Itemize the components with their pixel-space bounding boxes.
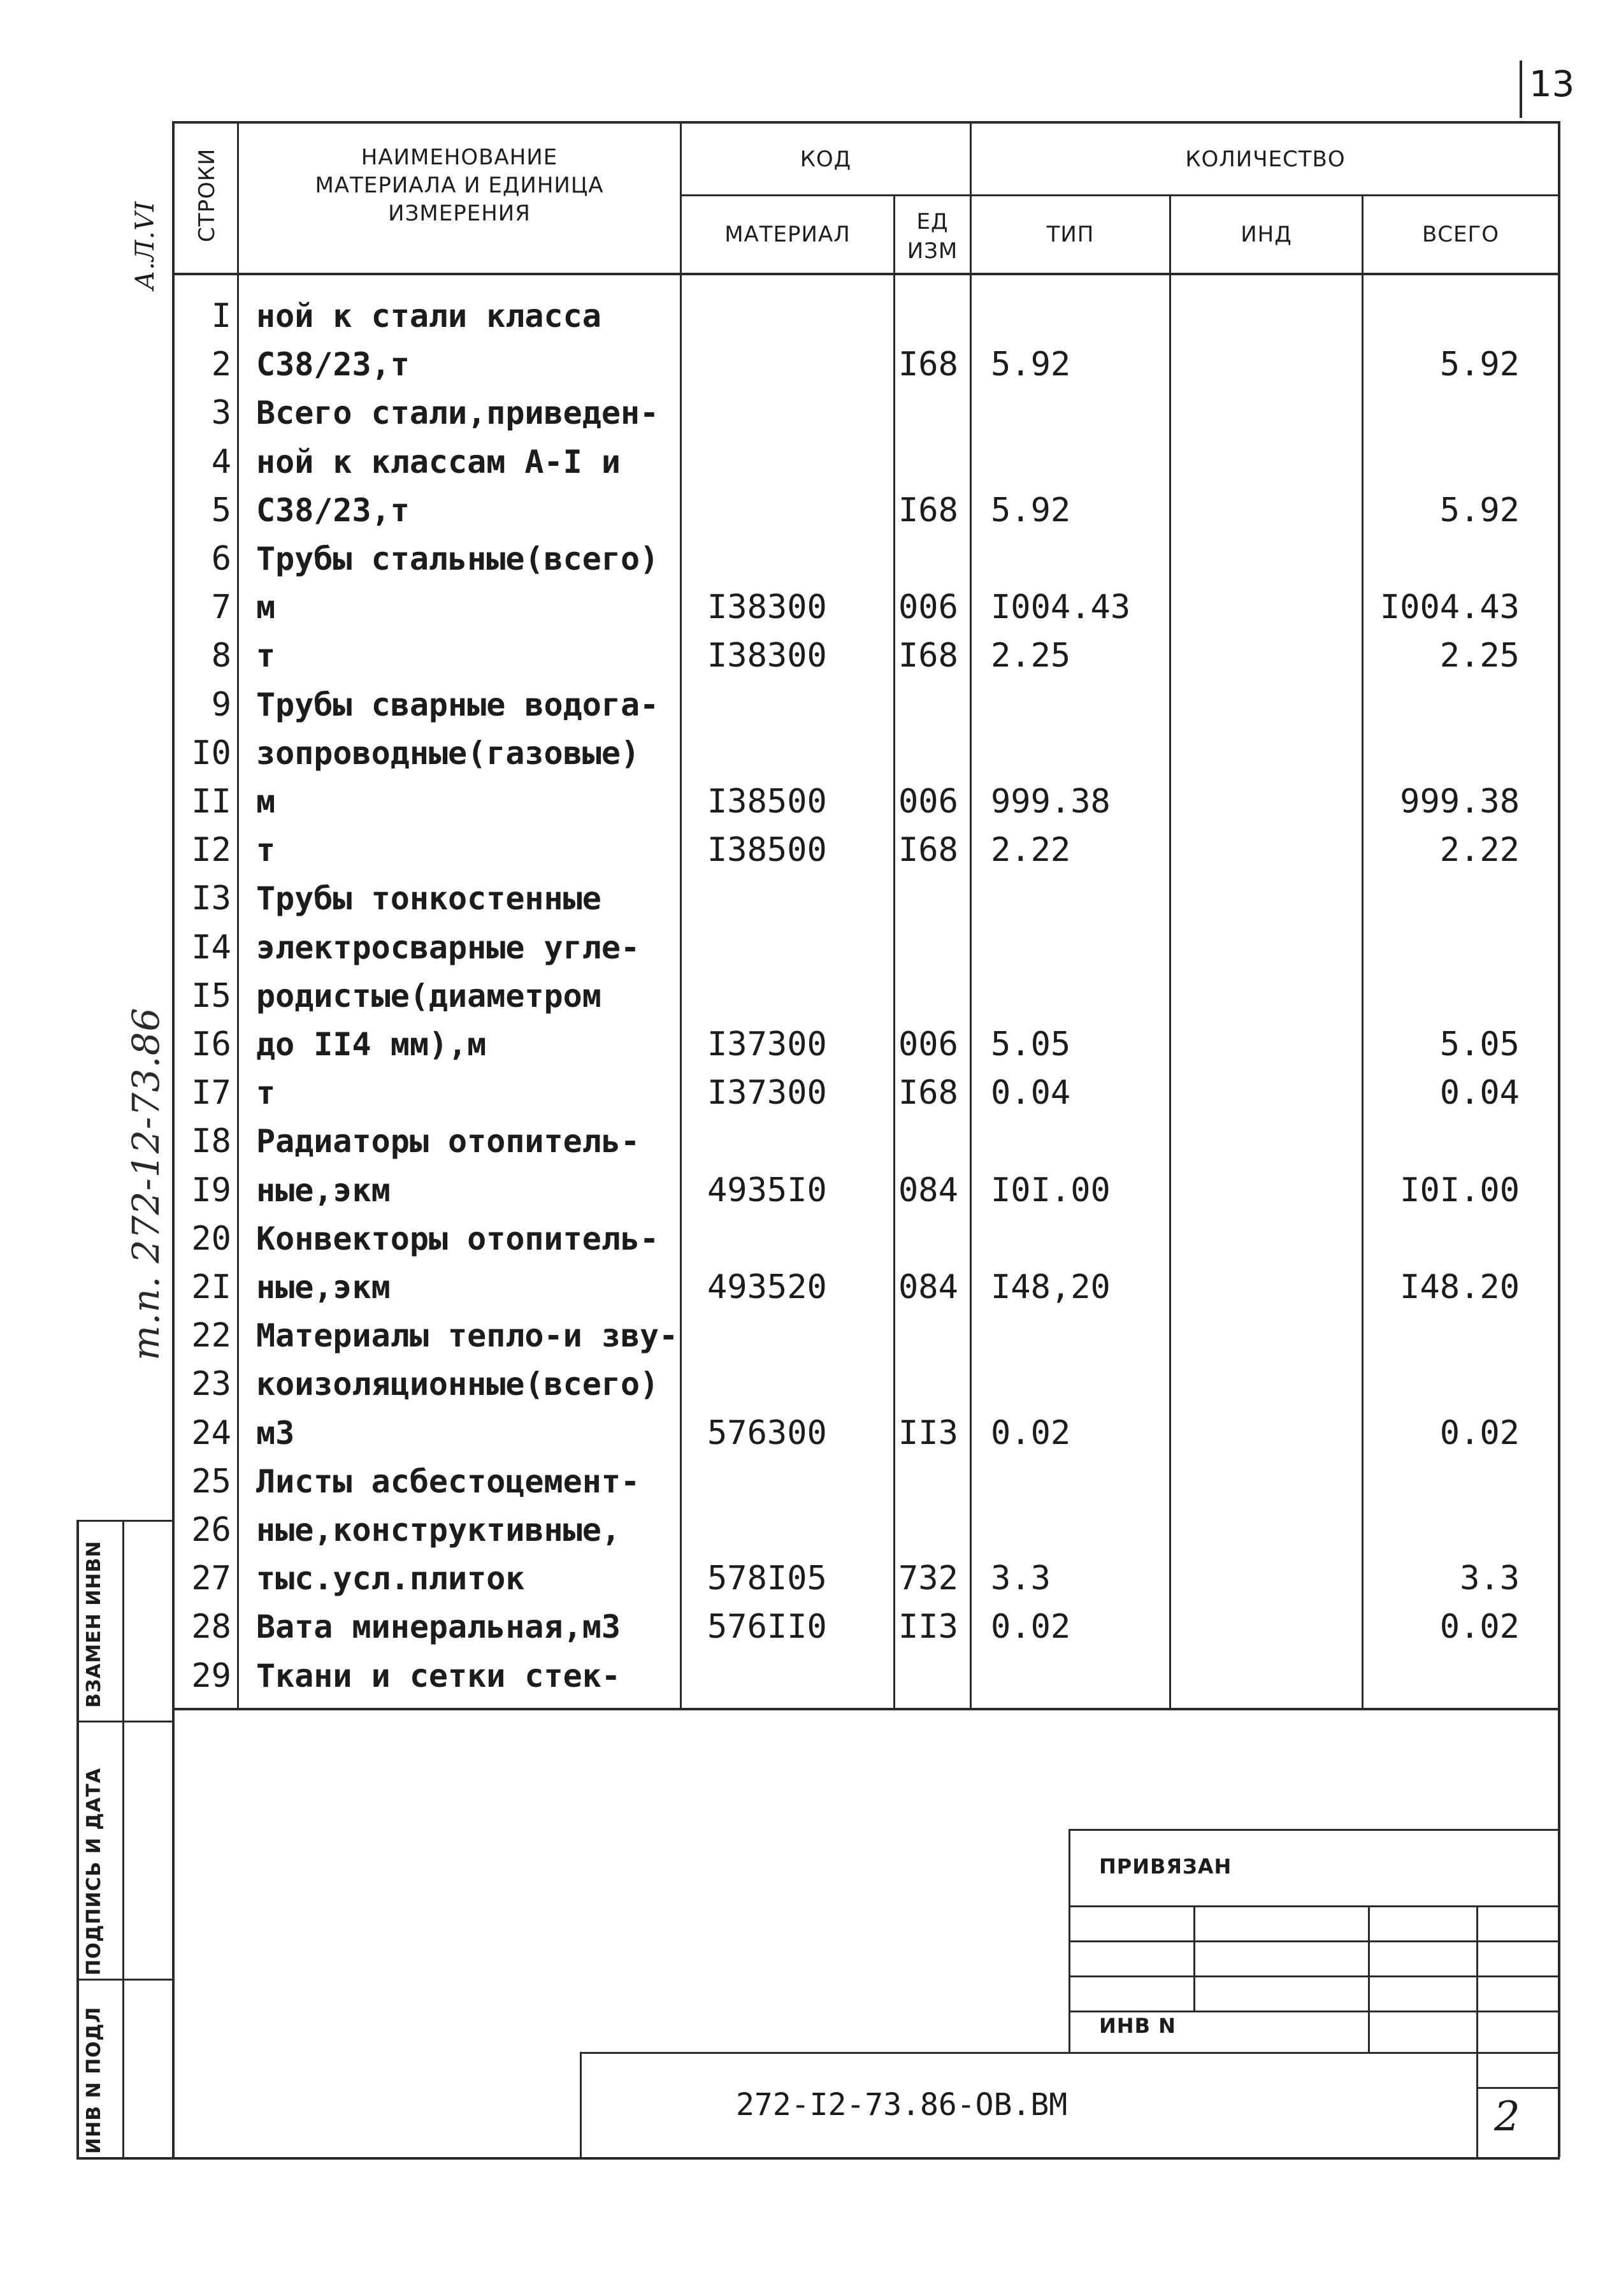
row-name: т [256,637,276,675]
row-total-qty: 0.02 [1439,1608,1520,1647]
row-name: Радиаторы отопитель- [256,1123,640,1160]
row-name: Всего стали,приведен- [256,394,659,432]
row-total-qty: I48.20 [1400,1268,1520,1306]
row-name: Трубы сварные водога- [256,686,659,723]
row-number: I2 [191,831,231,870]
row-name: м3 [256,1414,295,1452]
row-unit-code [898,973,968,1019]
row-name: зопроводные(газовые) [256,734,640,772]
row-unit-code [898,1118,968,1164]
row-type-qty: 0.02 [991,1608,1071,1647]
header-unit-line1: ЕД [916,209,949,235]
row-material-code [707,925,854,971]
row-unit-code [898,730,968,776]
row-unit-code: II3 [898,1608,958,1647]
row-material-code [707,1459,854,1505]
row-unit-code [898,876,968,921]
row-type-qty [991,390,1150,436]
row-total-qty: 0.04 [1439,1074,1520,1113]
row-total-qty: 5.92 [1439,491,1520,530]
row-type-qty [991,925,1150,971]
row-unit-code: 006 [898,588,958,627]
row-number: I0 [191,733,231,772]
row-material-code: 578I05 [707,1559,827,1598]
row-number: 24 [191,1413,231,1452]
row-material-code: I37300 [707,1025,827,1064]
row-number: II [191,783,231,821]
row-number: 7 [211,588,231,627]
stamp-bound-label: ПРИВЯЗАН [1099,1854,1232,1879]
row-name: тыс.усл.плиток [256,1560,525,1598]
row-name: м [256,589,276,626]
row-total-qty: 2.22 [1439,831,1520,870]
row-type-qty [991,1507,1150,1553]
row-unit-code: 006 [898,1025,958,1064]
row-unit-code [898,1361,968,1407]
row-total-qty [1367,925,1520,971]
row-material-code [707,1653,854,1699]
row-number: 6 [211,540,231,578]
row-name: коизоляционные(всего) [256,1366,659,1403]
row-total-qty [1367,390,1520,436]
row-material-code [707,293,854,339]
row-type-qty [991,1459,1150,1505]
row-material-code [707,730,854,776]
row-number: I6 [191,1025,231,1064]
row-name: ной к классам А-I и [256,443,621,480]
document-code: 272-I2-73.86-ОВ.ВМ [736,2087,1068,2123]
row-total-qty: 5.92 [1439,345,1520,384]
row-unit-code: I68 [898,831,958,870]
row-total-qty [1367,876,1520,921]
row-name: Листы асбестоцемент- [256,1462,640,1500]
row-unit-code: I68 [898,637,958,675]
row-type-qty [991,536,1150,582]
row-unit-code: 084 [898,1268,958,1306]
row-total-qty [1367,1507,1520,1553]
inv-orig-label: ИНВ N ПОДЛ [83,2006,105,2154]
row-type-qty [991,1216,1150,1262]
row-name: т [256,1074,276,1112]
row-name: родистые(диаметром [256,977,601,1014]
row-type-qty: I004.43 [991,588,1131,627]
row-material-code: 576II0 [707,1608,827,1647]
row-number: 5 [211,491,231,530]
row-name: Трубы стальные(всего) [256,540,659,577]
row-material-code [707,342,854,387]
row-number: 22 [191,1317,231,1355]
row-total-qty: I0I.00 [1400,1171,1520,1209]
header-material: МАТЕРИАЛ [724,222,851,247]
row-material-code [707,876,854,921]
row-material-code [707,439,854,485]
row-type-qty: 2.25 [991,637,1071,675]
row-unit-code [898,536,968,582]
page-number-divider [1520,61,1522,118]
header-rows: СТРОКИ [194,148,220,242]
row-name: ные,экм [256,1171,391,1209]
header-name-line2: МАТЕРИАЛА И ЕДИНИЦА [315,173,604,198]
row-unit-code: 084 [898,1171,958,1209]
row-unit-code: II3 [898,1413,958,1452]
row-type-qty: 0.04 [991,1074,1071,1113]
row-material-code [707,390,854,436]
row-unit-code: I68 [898,345,958,384]
row-type-qty: 2.22 [991,831,1071,870]
row-material-code [707,1361,854,1407]
row-material-code: 4935I0 [707,1171,827,1209]
row-name: Конвекторы отопитель- [256,1220,659,1257]
row-type-qty: 5.92 [991,345,1071,384]
row-type-qty [991,1313,1150,1359]
row-unit-code [898,293,968,339]
row-name: м [256,783,276,820]
row-total-qty [1367,1216,1520,1262]
row-number: 25 [191,1462,231,1501]
row-type-qty [991,1653,1150,1699]
row-material-code [707,682,854,728]
row-material-code [707,1216,854,1262]
row-name: ные,экм [256,1269,391,1306]
row-total-qty [1367,730,1520,776]
row-name: С38/23,т [256,491,410,529]
row-material-code: I38500 [707,783,827,821]
row-name: Вата минеральная,м3 [256,1608,621,1646]
header-quantity: КОЛИЧЕСТВО [1185,147,1346,172]
row-name: электросварные угле- [256,928,640,966]
row-type-qty: 5.92 [991,491,1071,530]
row-unit-code [898,925,968,971]
header-name-line3: ИЗМЕРЕНИЯ [388,201,531,226]
row-material-code [707,536,854,582]
row-type-qty: 5.05 [991,1025,1071,1064]
row-material-code [707,487,854,533]
row-total-qty [1367,973,1520,1019]
header-name [240,143,679,227]
row-number: I [211,297,231,335]
row-unit-code [898,1313,968,1359]
row-name: ные,конструктивные, [256,1512,621,1549]
row-number: 9 [211,685,231,724]
sign-date-label: ПОДПИСЬ И ДАТА [83,1767,105,1975]
row-name: Материалы тепло-и зву- [256,1317,679,1355]
row-type-qty [991,876,1150,921]
row-unit-code [898,390,968,436]
row-total-qty [1367,1459,1520,1505]
row-number: 20 [191,1219,231,1258]
row-number: I3 [191,879,231,918]
row-number: 27 [191,1559,231,1598]
row-number: I8 [191,1122,231,1161]
row-unit-code [898,1507,968,1553]
row-type-qty [991,293,1150,339]
row-unit-code [898,1653,968,1699]
row-total-qty [1367,1118,1520,1164]
row-type-qty [991,1118,1150,1164]
row-total-qty [1367,439,1520,485]
row-material-code [707,1118,854,1164]
row-type-qty: I0I.00 [991,1171,1111,1209]
replace-inv-label: ВЗАМЕН ИНВN [83,1540,105,1708]
row-material-code [707,1313,854,1359]
page-number: 13 [1529,64,1575,105]
row-material-code: I38300 [707,637,827,675]
row-name: Трубы тонкостенные [256,880,601,918]
row-number: 8 [211,637,231,675]
row-number: 29 [191,1656,231,1695]
row-type-qty: 3.3 [991,1559,1051,1598]
side-code: т.п. 272-12-73.86 [124,1007,168,1361]
row-number: 23 [191,1365,231,1404]
row-total-qty [1367,682,1520,728]
row-unit-code: I68 [898,491,958,530]
row-total-qty [1367,1361,1520,1407]
header-unit-line2: ИЗМ [907,238,958,264]
row-material-code: I38300 [707,588,827,627]
row-material-code: I37300 [707,1074,827,1113]
row-name: ной к стали класса [256,298,601,335]
row-unit-code [898,439,968,485]
row-unit-code [898,1459,968,1505]
row-material-code: 493520 [707,1268,827,1306]
row-type-qty [991,1361,1150,1407]
row-number: I7 [191,1074,231,1113]
row-total-qty: 5.05 [1439,1025,1520,1064]
row-number: 4 [211,442,231,481]
header-type: ТИП [1046,222,1095,247]
row-number: 2 [211,345,231,384]
row-unit-code [898,682,968,728]
header-unit [896,207,969,266]
row-number: 28 [191,1608,231,1647]
row-material-code: I38500 [707,831,827,870]
row-type-qty: 0.02 [991,1413,1071,1452]
row-total-qty: 2.25 [1439,637,1520,675]
row-type-qty [991,682,1150,728]
row-type-qty [991,973,1150,1019]
row-total-qty [1367,293,1520,339]
row-material-code [707,1507,854,1553]
row-total-qty [1367,536,1520,582]
sheet-number: 2 [1494,2093,1520,2141]
row-type-qty: I48,20 [991,1268,1111,1306]
row-type-qty [991,730,1150,776]
side-mark: А.Л.VI [131,201,160,290]
row-material-code [707,973,854,1019]
row-unit-code: I68 [898,1074,958,1113]
header-total: ВСЕГО [1421,222,1500,247]
row-number: 3 [211,394,231,433]
row-total-qty: 0.02 [1439,1413,1520,1452]
stamp-inv-label: ИНВ N [1099,2014,1176,2038]
header-ind: ИНД [1241,222,1292,247]
row-type-qty: 999.38 [991,783,1111,821]
row-total-qty [1367,1313,1520,1359]
row-total-qty: 999.38 [1400,783,1520,821]
row-total-qty: 3.3 [1460,1559,1520,1598]
row-unit-code [898,1216,968,1262]
header-code: КОД [800,147,852,172]
row-name: Ткани и сетки стек- [256,1657,621,1694]
row-number: I4 [191,928,231,967]
row-number: I9 [191,1171,231,1209]
row-name: до II4 мм),м [256,1026,487,1063]
row-number: I5 [191,976,231,1015]
row-unit-code: 732 [898,1559,958,1598]
row-number: 26 [191,1511,231,1549]
row-total-qty: I004.43 [1379,588,1520,627]
row-total-qty [1367,1653,1520,1699]
row-name: т [256,832,276,869]
row-name: С38/23,т [256,346,410,384]
row-unit-code: 006 [898,783,958,821]
row-number: 2I [191,1268,231,1306]
row-type-qty [991,439,1150,485]
header-name-line1: НАИМЕНОВАНИЕ [361,145,558,170]
row-material-code: 576300 [707,1413,827,1452]
